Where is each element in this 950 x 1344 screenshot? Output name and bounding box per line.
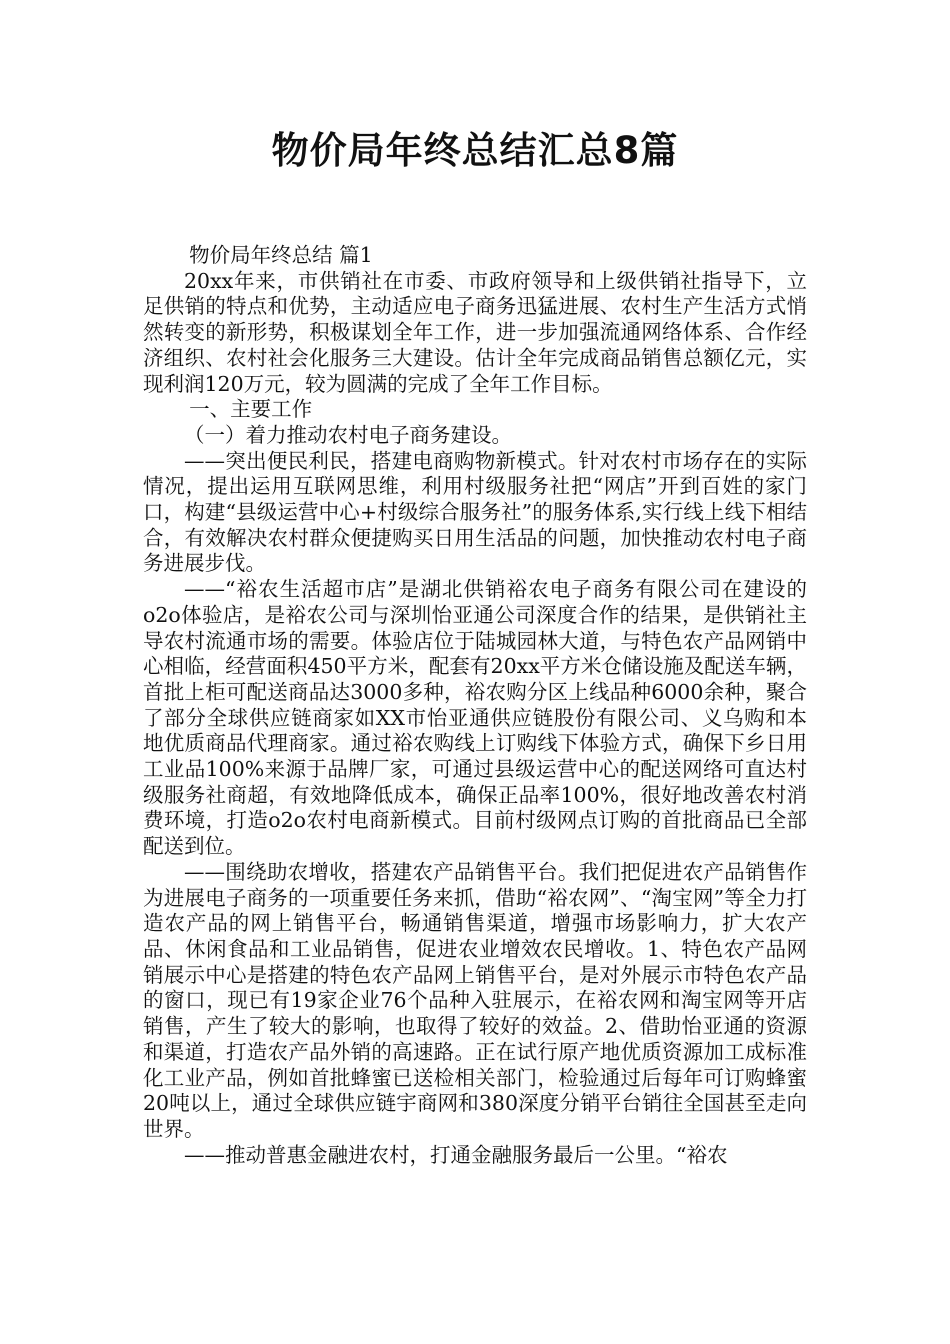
paragraph: ——推动普惠金融进农村，打通金融服务最后一公里。“裕农 (184, 1142, 728, 1167)
document-body (143, 243, 807, 1168)
section-heading: 物价局年终总结 篇1 (189, 243, 373, 267)
document-title: 物价局年终总结汇总8篇 (271, 129, 679, 172)
section-heading: 一、主要工作 (189, 397, 313, 422)
paragraph: ——突出便民利民，搭建电商购物新模式。针对农村市场存在的实际情况，提出运用互联网思维，利用村级服务社把“网店”开到百姓的家门口，构建“县级运营中心+村级综合服务社”的服务体系,实行线上线下相结合，有效解决农村群众便捷购买日用生活品的问题，加快推动农村电子商务进展步伐。 (143, 448, 807, 576)
subsection-heading: （一）着力推动农村电子商务建设。 (184, 422, 512, 447)
paragraph: 20xx年来，市供销社在市委、市政府领导和上级供销社指导下，立足供销的特点和优势，主动适应电子商务迅猛进展、农村生产生活方式悄然转变的新形势，积极谋划全年工作，进一步加强流通网络体系、合作经济组织、农村社会化服务三大建设。估计全年完成商品销售总额亿元，实现利润120万元，较为圆满的完成了全年工作目标。 (143, 268, 807, 396)
paragraph: ——“裕农生活超市店”是湖北供销裕农电子商务有限公司在建设的o2o体验店，是裕农公司与深圳怡亚通公司深度合作的结果，是供销社主导农村流通市场的需要。体验店位于陆城园林大道，与特色农产品网销中心相临，经营面积450平方米，配套有20xx平方米仓储设施及配送车辆，首批上柜可配送商品达3000多种，裕农购分区上线品种6000余种，聚合了部分全球供应链商家如XX市怡亚通供应链股份有限公司、义乌购和本地优质商品代理商家。通过裕农购线上订购线下体验方式，确保下乡日用工业品100%来源于品牌厂家，可通过县级运营中心的配送网络可直达村级服务社商超，有效地降低成本，确保正品率100%，很好地改善农村消费环境，打造o2o农村电商新模式。目前村级网点订购的首批商品已全部配送到位。 (143, 577, 807, 859)
paragraph: ——围绕助农增收，搭建农产品销售平台。我们把促进农产品销售作为进展电子商务的一项重要任务来抓，借助“裕农网”、“淘宝网”等全力打造农产品的网上销售平台，畅通销售渠道，增强市场影响力，扩大农产品、休闲食品和工业品销售，促进农业增效农民增收。1、特色农产品网销展示中心是搭建的特色农产品网上销售平台，是对外展示市特色农产品的窗口，现已有19家企业76个品种入驻展示，在裕农网和淘宝网等开店销售，产生了较大的影响，也取得了较好的效益。2、借助怡亚通的资源和渠道，打造农产品外销的高速路。正在试行原产地优质资源加工成标准化工业产品，例如首批蜂蜜已送检相关部门，检验通过后每年可订购蜂蜜20吨以上，通过全球供应链宇商网和380深度分销平台销往全国甚至走向世界。 (143, 859, 807, 1141)
